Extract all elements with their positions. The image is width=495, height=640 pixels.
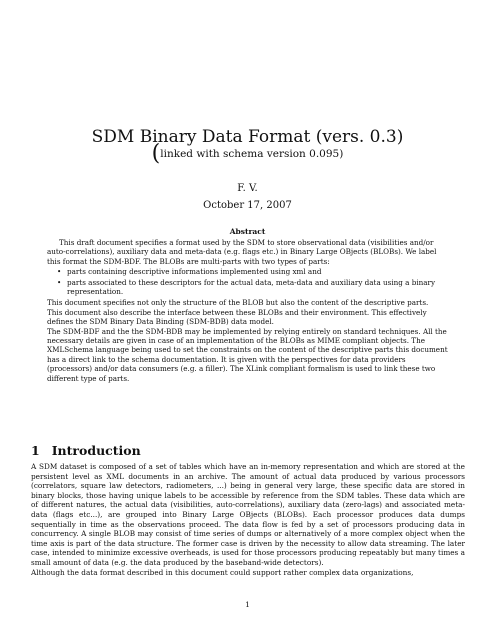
section-heading xyxy=(31,443,141,458)
subtitle-paren: ( xyxy=(151,141,161,166)
section-number: 1 xyxy=(31,443,40,458)
page-number: 1 xyxy=(245,600,250,609)
bullet-icon: • xyxy=(57,267,62,277)
body-paragraph: A SDM dataset is composed of a set of tables which have an in-memory representation and which are stored at the persistent level as XML documents in an archive. The amount of actual data produced by various processors (correlators, square law detectors, radiometers, ...) being in general very large, these specific data are stored in binary blocks, those having unique labels to be accessible by reference from the SDM tables. These data which are of different natures, the actual data (visibilities, auto-correlations), auxiliary data (zero-lags) and associated meta-data (flags etc...), are grouped into Binary Large OBjects (BLOBs). Each processor produces data dumps sequentially in time as the observations proceed. The data flow is fed by a set of processors producing data in concurrency. A single BLOB may consist of time series of dumps or alternatively of a more complex object when the time axis is part of the data structure. The former case is driven by the necessity to allow data streaming. The later case, intended to minimize excessive overheads, is used for those processors producing repeatably but many times a small amount of data (e.g. the data produced by the baseband-wide detectors). xyxy=(31,462,465,567)
abstract-heading: Abstract xyxy=(229,227,266,236)
title-block xyxy=(0,127,495,166)
section-body xyxy=(31,462,465,577)
document-subtitle xyxy=(0,141,495,166)
abstract-paragraph: This draft document specifies a format used by the SDM to store observational data (visibilities and/or auto-correlations), auxiliary data and meta-data (e.g. flags etc.) in Binary Large OBjects (BLOBs). We label this format the SDM-BDF. The BLOBs are multi-parts with two types of parts: xyxy=(47,238,437,266)
abstract-paragraph: The SDM-BDF and the the SDM-BDB may be implemented by relying entirely on standard techniques. All the necessary details are given in case of an implementation of the BLOBs as MIME compliant objects. The XMLSchema language being used to set the constraints on the content of the descriptive parts this document has a direct link to the schema documentation. It is given with the perspectives for data providers (processors) and/or data consumers (e.g. a filler). The XLink compliant formalism is used to link these two different type of parts. xyxy=(47,326,448,383)
abstract-bullet-list xyxy=(47,267,452,296)
abstract-paragraph: This document specifies not only the structure of the BLOB but also the content of the descriptive parts. xyxy=(47,298,429,308)
date: October 17, 2007 xyxy=(203,200,292,211)
section-title: Introduction xyxy=(51,443,141,458)
abstract xyxy=(47,238,452,383)
subtitle-text: linked with schema version 0.095) xyxy=(160,148,344,160)
author: F. V. xyxy=(237,183,258,194)
abstract-paragraph: This document also describe the interface between these BLOBs and their environment. This effectively defines the SDM Binary Data Binding (SDM-BDB) data model. xyxy=(47,307,427,327)
list-item xyxy=(57,278,452,297)
body-paragraph: Although the data format described in this document could support rather complex data organizations, xyxy=(31,567,414,577)
list-item-text: parts associated to these descriptors for the actual data, meta-data and auxiliary data using a binary representation. xyxy=(67,277,436,297)
list-item-text: parts containing descriptive informations implemented using xml and xyxy=(67,267,322,277)
document-title: SDM Binary Data Format (vers. 0.3) xyxy=(91,127,404,147)
bullet-icon: • xyxy=(57,277,62,287)
list-item xyxy=(57,267,452,276)
